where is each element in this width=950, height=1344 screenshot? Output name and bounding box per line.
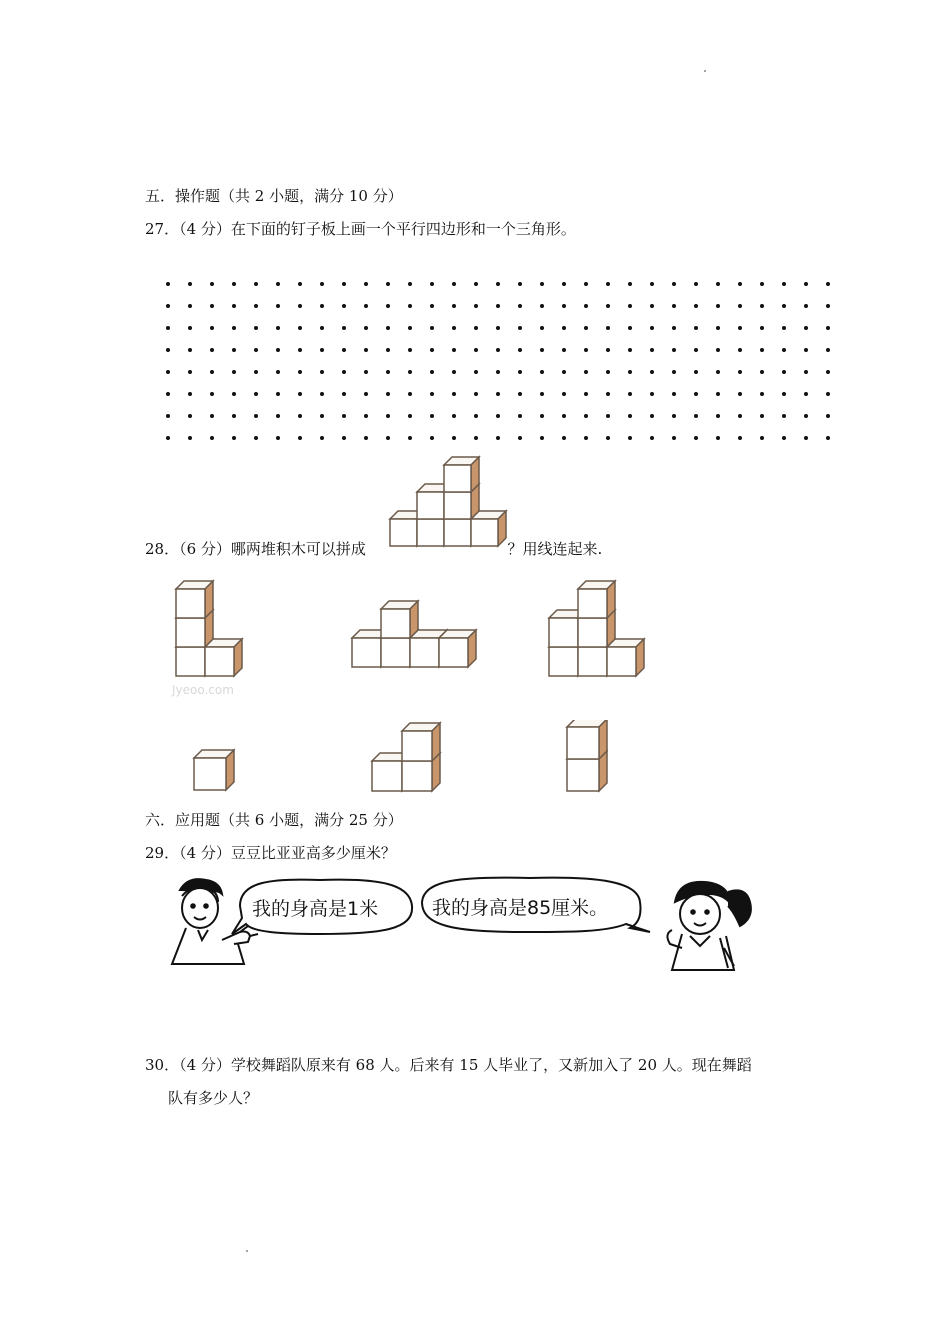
peg-dot[interactable] (254, 414, 258, 418)
peg-dot[interactable] (628, 414, 632, 418)
peg-dot[interactable] (628, 370, 632, 374)
peg-dot[interactable] (716, 348, 720, 352)
peg-dot[interactable] (364, 370, 368, 374)
question-28-text (145, 539, 602, 559)
peg-dot[interactable] (298, 348, 302, 352)
peg-dot[interactable] (496, 326, 500, 330)
peg-dot[interactable] (562, 348, 566, 352)
peg-dot[interactable] (166, 370, 170, 374)
peg-dot[interactable] (232, 370, 236, 374)
peg-dot[interactable] (694, 326, 698, 330)
peg-dot[interactable] (804, 348, 808, 352)
peg-dot[interactable] (496, 436, 500, 440)
peg-dot[interactable] (408, 436, 412, 440)
peg-dot[interactable] (474, 348, 478, 352)
peg-dot[interactable] (760, 304, 764, 308)
peg-dot[interactable] (496, 282, 500, 286)
peg-dot[interactable] (188, 304, 192, 308)
peg-dot[interactable] (760, 282, 764, 286)
peg-dot[interactable] (408, 348, 412, 352)
peg-dot[interactable] (320, 414, 324, 418)
peg-dot[interactable] (672, 348, 676, 352)
peg-dot[interactable] (276, 282, 280, 286)
peg-dot[interactable] (430, 304, 434, 308)
girl-speech-text: 我的身高是85厘米。 (432, 897, 609, 919)
peg-dot[interactable] (320, 392, 324, 396)
peg-dot[interactable] (386, 282, 390, 286)
peg-dot[interactable] (760, 348, 764, 352)
peg-dot[interactable] (320, 304, 324, 308)
height-comparison-illustration (160, 872, 760, 982)
peg-dot[interactable] (254, 392, 258, 396)
girl-speech-bubble (422, 878, 650, 932)
peg-dot[interactable] (738, 392, 742, 396)
cube (194, 750, 234, 790)
peg-dot[interactable] (166, 326, 170, 330)
peg-dot[interactable] (364, 392, 368, 396)
peg-dot[interactable] (210, 282, 214, 286)
peg-dot[interactable] (804, 414, 808, 418)
peg-dot[interactable] (210, 348, 214, 352)
peg-dot[interactable] (540, 326, 544, 330)
peg-dot[interactable] (562, 326, 566, 330)
peg-dot[interactable] (540, 304, 544, 308)
watermark-text: Jyeoo.com (172, 683, 234, 697)
peg-dot[interactable] (628, 304, 632, 308)
peg-dot[interactable] (254, 370, 258, 374)
peg-dot[interactable] (320, 436, 324, 440)
peg-dot[interactable] (562, 392, 566, 396)
peg-dot[interactable] (452, 392, 456, 396)
cube (439, 630, 476, 667)
peg-dot[interactable] (540, 392, 544, 396)
peg-dot[interactable] (298, 414, 302, 418)
cube (607, 639, 644, 676)
peg-dot[interactable] (782, 326, 786, 330)
peg-dot[interactable] (694, 304, 698, 308)
peg-dot[interactable] (760, 414, 764, 418)
peg-dot[interactable] (650, 326, 654, 330)
peg-dot[interactable] (166, 392, 170, 396)
peg-dot[interactable] (716, 392, 720, 396)
peg-dot[interactable] (826, 414, 830, 418)
peg-dot[interactable] (562, 414, 566, 418)
peg-dot[interactable] (716, 436, 720, 440)
peg-dot[interactable] (804, 304, 808, 308)
peg-dot[interactable] (716, 326, 720, 330)
peg-dot[interactable] (452, 304, 456, 308)
peg-dot[interactable] (320, 326, 324, 330)
peg-dot[interactable] (320, 282, 324, 286)
peg-dot[interactable] (188, 392, 192, 396)
peg-dot[interactable] (584, 436, 588, 440)
peg-dot[interactable] (408, 326, 412, 330)
peg-dot[interactable] (254, 326, 258, 330)
peg-dot[interactable] (650, 414, 654, 418)
peg-dot[interactable] (342, 414, 346, 418)
peg-dot[interactable] (606, 304, 610, 308)
peg-dot[interactable] (804, 370, 808, 374)
peg-dot[interactable] (188, 348, 192, 352)
peg-dot[interactable] (804, 392, 808, 396)
peg-dot[interactable] (650, 436, 654, 440)
peg-dot[interactable] (540, 436, 544, 440)
peg-dot[interactable] (188, 370, 192, 374)
peg-dot[interactable] (716, 370, 720, 374)
peg-dot[interactable] (540, 348, 544, 352)
stray-mark-top (704, 70, 706, 72)
peg-dot[interactable] (628, 348, 632, 352)
peg-dot[interactable] (826, 282, 830, 286)
peg-dot[interactable] (342, 370, 346, 374)
cube (205, 639, 242, 676)
peg-dot[interactable] (320, 370, 324, 374)
peg-dot[interactable] (584, 282, 588, 286)
block-pile-a1[interactable] (170, 575, 250, 680)
peg-dot[interactable] (826, 304, 830, 308)
peg-dot[interactable] (408, 282, 412, 286)
cube (176, 581, 213, 618)
peg-dot[interactable] (430, 436, 434, 440)
peg-dot[interactable] (650, 304, 654, 308)
peg-dot[interactable] (298, 326, 302, 330)
peg-dot[interactable] (694, 392, 698, 396)
peg-dot[interactable] (716, 304, 720, 308)
peg-dot[interactable] (628, 392, 632, 396)
peg-dot[interactable] (276, 348, 280, 352)
peg-dot[interactable] (166, 348, 170, 352)
peg-dot[interactable] (606, 414, 610, 418)
peg-dot[interactable] (166, 282, 170, 286)
peg-dot[interactable] (408, 304, 412, 308)
peg-dot[interactable] (210, 392, 214, 396)
peg-dot[interactable] (452, 326, 456, 330)
peg-dot[interactable] (826, 436, 830, 440)
target-block-pile (388, 454, 510, 549)
peg-dot[interactable] (474, 304, 478, 308)
peg-dot[interactable] (694, 370, 698, 374)
peg-dot[interactable] (452, 370, 456, 374)
cube (444, 457, 479, 492)
peg-dot[interactable] (518, 326, 522, 330)
stray-mark-bottom (246, 1250, 248, 1252)
peg-dot[interactable] (782, 370, 786, 374)
peg-dot[interactable] (804, 282, 808, 286)
peg-dot[interactable] (650, 282, 654, 286)
peg-dot[interactable] (606, 392, 610, 396)
girl-figure (667, 882, 750, 970)
peg-dot[interactable] (408, 414, 412, 418)
peg-dot[interactable] (452, 282, 456, 286)
peg-dot[interactable] (188, 436, 192, 440)
peg-dot[interactable] (694, 436, 698, 440)
peg-dot[interactable] (386, 392, 390, 396)
peg-dot[interactable] (518, 348, 522, 352)
peg-dot[interactable] (232, 436, 236, 440)
peg-dot[interactable] (518, 414, 522, 418)
peg-dot[interactable] (738, 282, 742, 286)
peg-dot[interactable] (474, 436, 478, 440)
peg-dot[interactable] (452, 436, 456, 440)
peg-dot[interactable] (650, 348, 654, 352)
peg-board-grid[interactable] (160, 275, 840, 450)
peg-dot[interactable] (562, 304, 566, 308)
peg-dot[interactable] (232, 326, 236, 330)
peg-dot[interactable] (232, 304, 236, 308)
peg-dot[interactable] (760, 436, 764, 440)
peg-dot[interactable] (254, 436, 258, 440)
peg-dot[interactable] (672, 392, 676, 396)
peg-dot[interactable] (408, 370, 412, 374)
peg-dot[interactable] (386, 414, 390, 418)
peg-dot[interactable] (276, 304, 280, 308)
peg-dot[interactable] (716, 282, 720, 286)
question-28-suffix: ？用线连起来. (507, 540, 603, 558)
peg-dot[interactable] (364, 304, 368, 308)
peg-dot[interactable] (474, 370, 478, 374)
peg-dot[interactable] (584, 392, 588, 396)
peg-dot[interactable] (672, 370, 676, 374)
peg-dot[interactable] (342, 326, 346, 330)
peg-dot[interactable] (430, 326, 434, 330)
peg-dot[interactable] (276, 326, 280, 330)
peg-dot[interactable] (210, 370, 214, 374)
peg-dot[interactable] (650, 370, 654, 374)
peg-dot[interactable] (408, 392, 412, 396)
peg-dot[interactable] (342, 304, 346, 308)
peg-dot[interactable] (694, 348, 698, 352)
boy-speech-text: 我的身高是1米 (252, 898, 379, 920)
peg-dot[interactable] (342, 348, 346, 352)
peg-dot[interactable] (606, 370, 610, 374)
peg-dot[interactable] (672, 326, 676, 330)
peg-dot[interactable] (496, 414, 500, 418)
peg-dot[interactable] (298, 282, 302, 286)
peg-dot[interactable] (364, 348, 368, 352)
peg-dot[interactable] (496, 392, 500, 396)
peg-dot[interactable] (826, 370, 830, 374)
peg-dot[interactable] (364, 282, 368, 286)
cube-group (390, 457, 506, 546)
cube (578, 581, 615, 618)
peg-dot[interactable] (430, 392, 434, 396)
peg-dot[interactable] (738, 326, 742, 330)
boy-speech-bubble (232, 880, 412, 934)
peg-dot[interactable] (694, 414, 698, 418)
peg-dot[interactable] (276, 392, 280, 396)
peg-dot[interactable] (782, 304, 786, 308)
peg-dot[interactable] (298, 304, 302, 308)
peg-dot[interactable] (672, 436, 676, 440)
peg-dot[interactable] (738, 370, 742, 374)
peg-dot[interactable] (606, 326, 610, 330)
peg-dot[interactable] (650, 392, 654, 396)
peg-dot[interactable] (782, 348, 786, 352)
peg-dot[interactable] (298, 392, 302, 396)
peg-dot[interactable] (232, 414, 236, 418)
peg-dot[interactable] (430, 414, 434, 418)
peg-dot[interactable] (364, 414, 368, 418)
section-6-heading: 六．应用题（共 6 小题，满分 25 分） (145, 811, 403, 829)
peg-dot[interactable] (430, 282, 434, 286)
peg-dot[interactable] (276, 414, 280, 418)
peg-dot[interactable] (628, 436, 632, 440)
peg-dot[interactable] (738, 436, 742, 440)
peg-dot[interactable] (518, 304, 522, 308)
peg-dot[interactable] (738, 414, 742, 418)
peg-dot[interactable] (166, 304, 170, 308)
peg-dot[interactable] (826, 348, 830, 352)
section-5-heading: 五．操作题（共 2 小题，满分 10 分） (145, 187, 403, 205)
peg-dot[interactable] (298, 370, 302, 374)
block-pile-a3[interactable] (545, 575, 650, 680)
peg-dot[interactable] (562, 282, 566, 286)
peg-dot[interactable] (210, 326, 214, 330)
peg-dot[interactable] (738, 348, 742, 352)
peg-dot[interactable] (584, 348, 588, 352)
peg-dot[interactable] (694, 282, 698, 286)
block-pile-a2[interactable] (348, 595, 478, 670)
peg-dot[interactable] (738, 304, 742, 308)
cube (402, 723, 440, 761)
peg-dot[interactable] (584, 370, 588, 374)
peg-dot[interactable] (254, 348, 258, 352)
peg-dot[interactable] (254, 282, 258, 286)
peg-dot[interactable] (474, 392, 478, 396)
block-pile-b1[interactable] (190, 748, 235, 793)
peg-dot[interactable] (518, 282, 522, 286)
peg-dot[interactable] (518, 436, 522, 440)
peg-dot[interactable] (386, 370, 390, 374)
peg-dot[interactable] (540, 414, 544, 418)
peg-dot[interactable] (628, 326, 632, 330)
peg-dot[interactable] (232, 348, 236, 352)
peg-dot[interactable] (540, 370, 544, 374)
peg-dot[interactable] (782, 392, 786, 396)
peg-dot[interactable] (716, 414, 720, 418)
peg-dot[interactable] (232, 392, 236, 396)
peg-dot[interactable] (342, 282, 346, 286)
peg-dot[interactable] (584, 326, 588, 330)
peg-dot[interactable] (782, 436, 786, 440)
peg-dot[interactable] (166, 414, 170, 418)
peg-dot[interactable] (232, 282, 236, 286)
peg-dot[interactable] (474, 282, 478, 286)
cube (567, 720, 607, 759)
peg-dot[interactable] (562, 370, 566, 374)
peg-dot[interactable] (782, 282, 786, 286)
peg-dot[interactable] (628, 282, 632, 286)
peg-dot[interactable] (672, 304, 676, 308)
peg-dot[interactable] (562, 436, 566, 440)
peg-dot[interactable] (320, 348, 324, 352)
peg-dot[interactable] (188, 326, 192, 330)
peg-dot[interactable] (474, 326, 478, 330)
peg-dot[interactable] (518, 392, 522, 396)
peg-dot[interactable] (804, 326, 808, 330)
peg-dot[interactable] (760, 370, 764, 374)
peg-dot[interactable] (342, 392, 346, 396)
peg-dot[interactable] (826, 326, 830, 330)
peg-dot[interactable] (210, 414, 214, 418)
question-30-line-2: 队有多少人？ (168, 1089, 259, 1107)
peg-dot[interactable] (826, 392, 830, 396)
peg-dot[interactable] (584, 414, 588, 418)
question-30-line-1: 30．（4 分）学校舞蹈队原来有 68 人。后来有 15 人毕业了，又新加入了 20 人。现在舞蹈 (145, 1056, 752, 1074)
peg-dot[interactable] (804, 436, 808, 440)
question-28-prefix: 28．（6 分）哪两堆积木可以拼成 (145, 540, 366, 558)
peg-dot[interactable] (672, 282, 676, 286)
question-29-text: 29．（4 分）豆豆比亚亚高多少厘米？ (145, 844, 396, 862)
peg-dot[interactable] (496, 370, 500, 374)
peg-dot[interactable] (452, 348, 456, 352)
peg-dot[interactable] (760, 326, 764, 330)
peg-dot[interactable] (782, 414, 786, 418)
peg-dot[interactable] (386, 348, 390, 352)
peg-dot[interactable] (540, 282, 544, 286)
peg-dot[interactable] (276, 436, 280, 440)
peg-dot[interactable] (606, 282, 610, 286)
peg-dot[interactable] (452, 414, 456, 418)
block-pile-b2[interactable] (368, 720, 443, 795)
peg-dot[interactable] (210, 304, 214, 308)
peg-dot[interactable] (386, 304, 390, 308)
peg-dot[interactable] (496, 304, 500, 308)
peg-dot[interactable] (496, 348, 500, 352)
peg-dot[interactable] (584, 304, 588, 308)
peg-dot[interactable] (188, 414, 192, 418)
peg-dot[interactable] (364, 436, 368, 440)
peg-dot[interactable] (386, 436, 390, 440)
peg-dot[interactable] (188, 282, 192, 286)
peg-dot[interactable] (672, 414, 676, 418)
question-27-text: 27．（4 分）在下面的钉子板上画一个平行四边形和一个三角形。 (145, 220, 576, 238)
block-pile-b3[interactable] (563, 720, 608, 795)
cube (381, 601, 418, 638)
peg-dot[interactable] (606, 436, 610, 440)
peg-dot[interactable] (518, 370, 522, 374)
peg-dot[interactable] (386, 326, 390, 330)
peg-dot[interactable] (606, 348, 610, 352)
peg-dot[interactable] (364, 326, 368, 330)
peg-dot[interactable] (342, 436, 346, 440)
peg-dot[interactable] (430, 370, 434, 374)
peg-dot[interactable] (210, 436, 214, 440)
peg-dot[interactable] (254, 304, 258, 308)
peg-dot[interactable] (430, 348, 434, 352)
peg-dot[interactable] (276, 370, 280, 374)
peg-dot[interactable] (760, 392, 764, 396)
peg-dot[interactable] (298, 436, 302, 440)
peg-dot[interactable] (474, 414, 478, 418)
peg-dot[interactable] (166, 436, 170, 440)
